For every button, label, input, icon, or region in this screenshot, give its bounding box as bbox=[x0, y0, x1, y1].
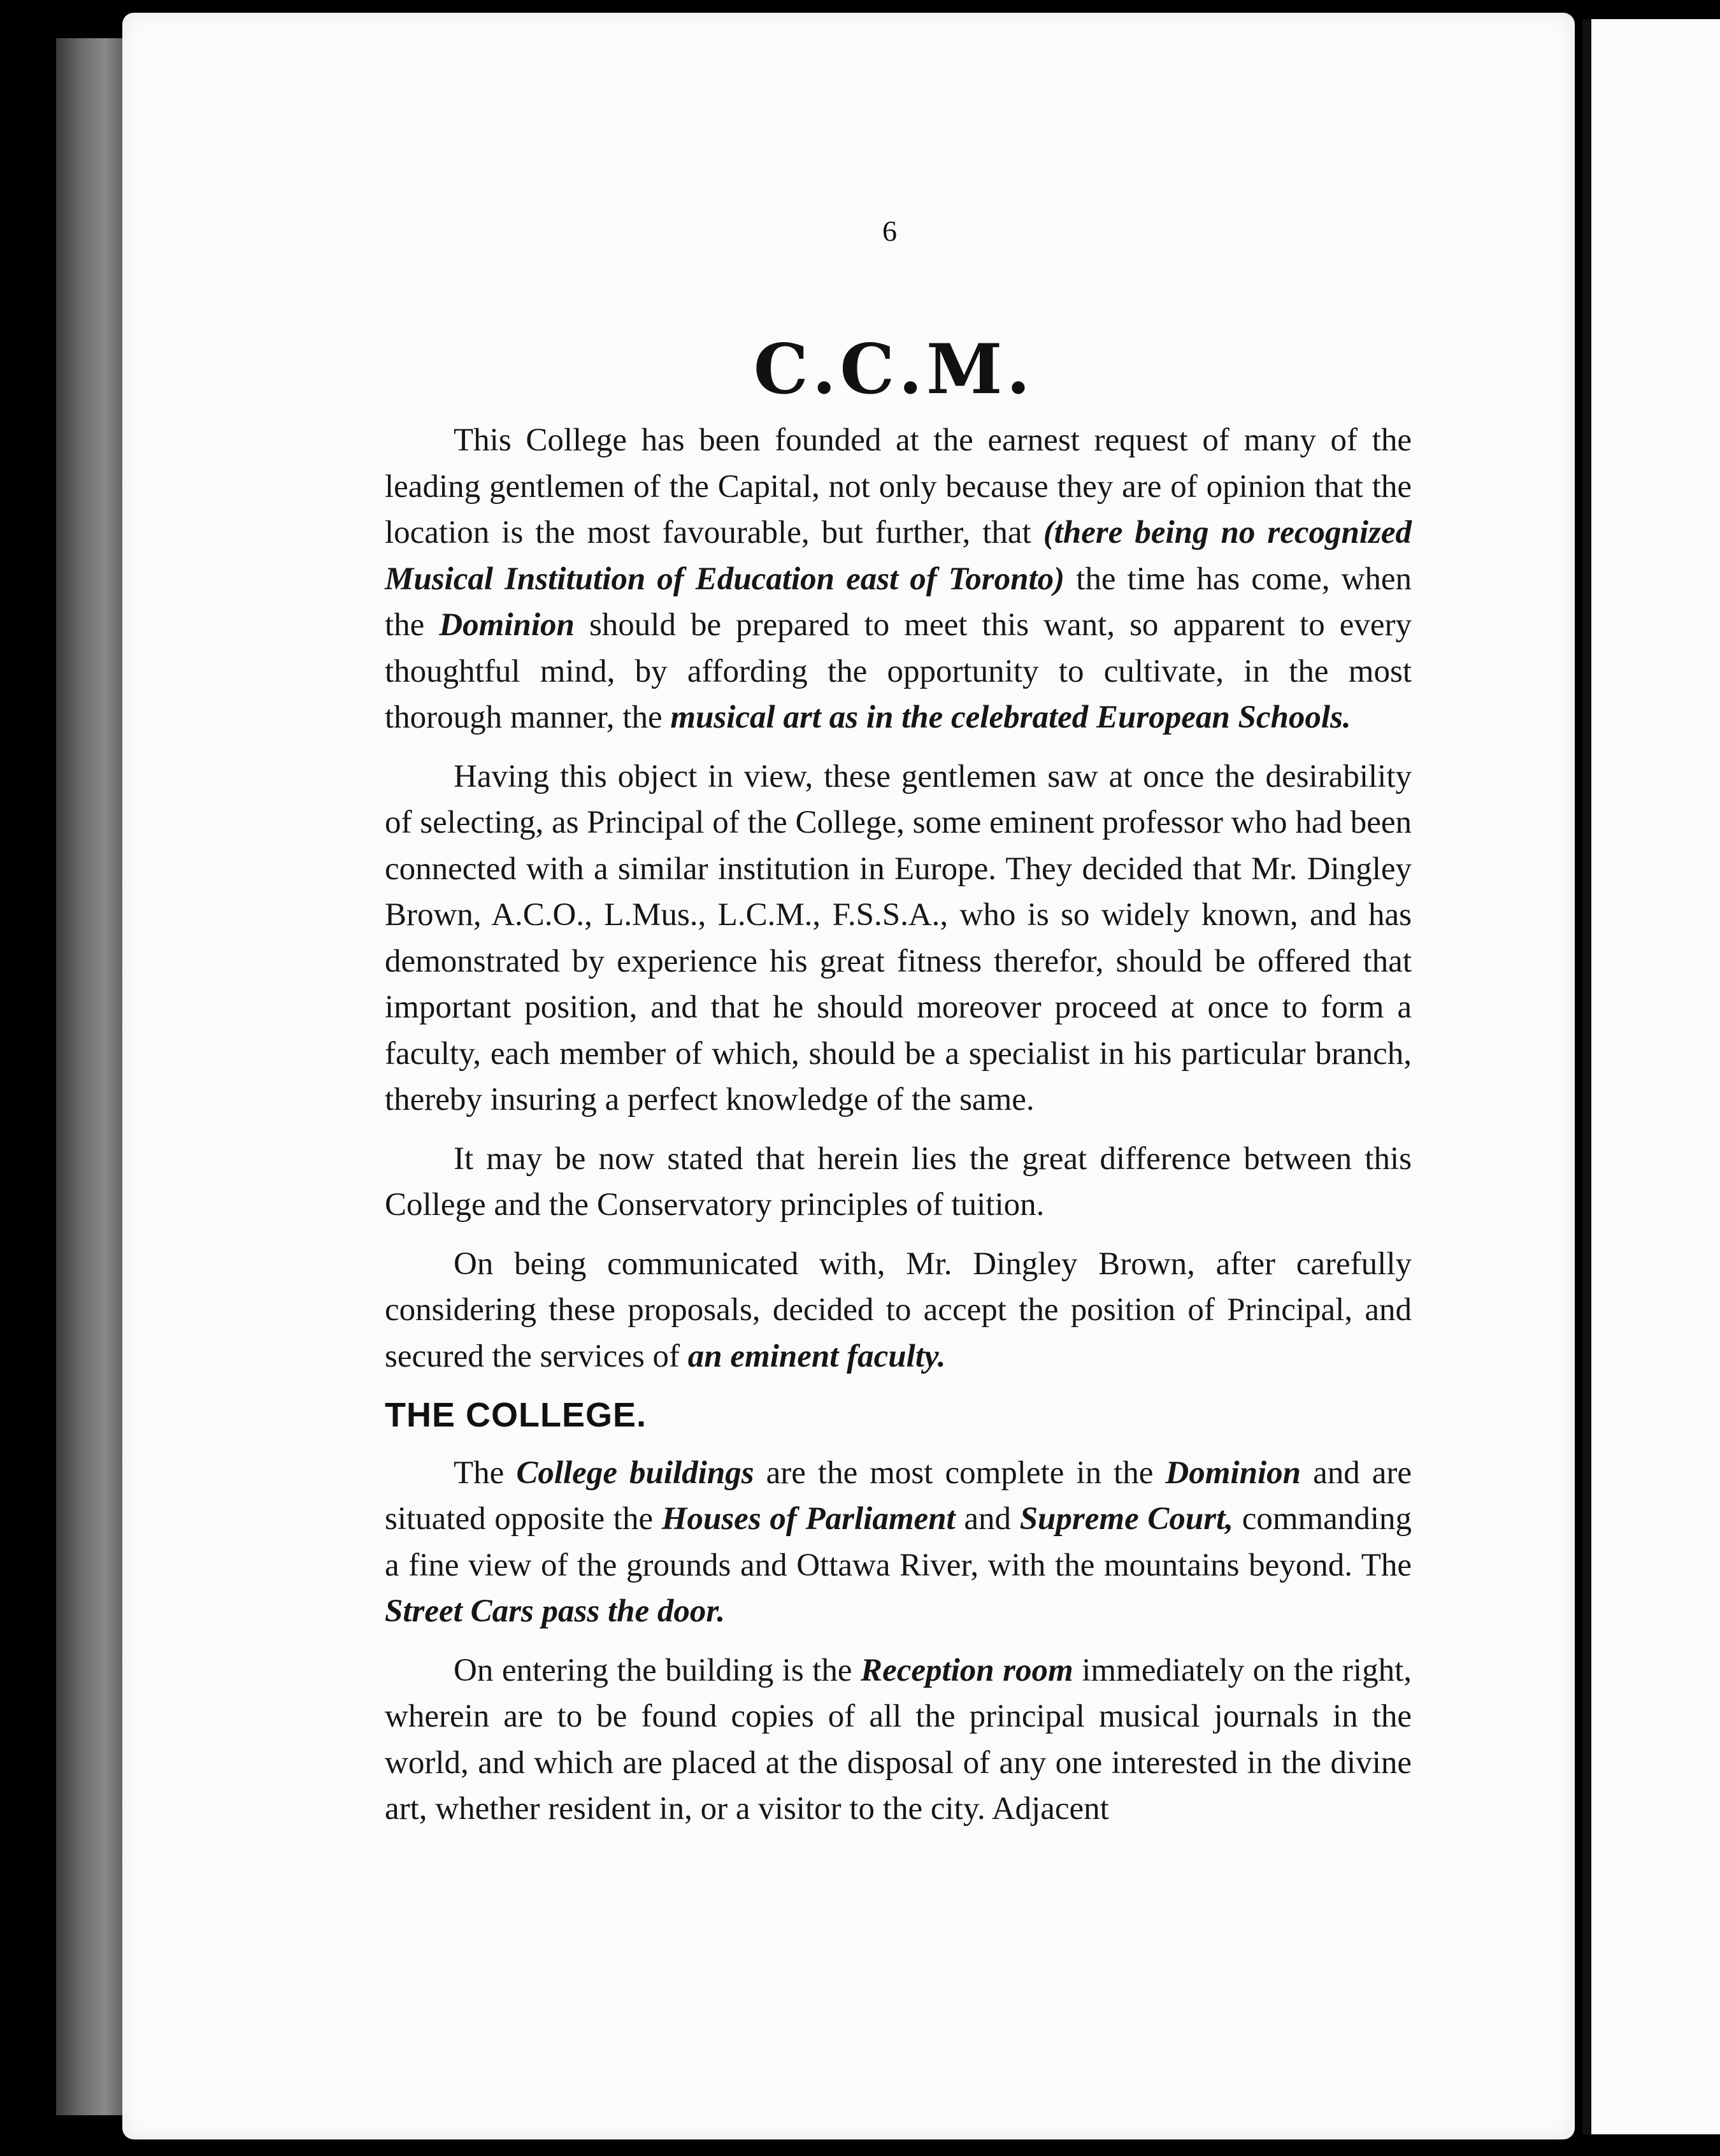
monogram-dot-1: . bbox=[812, 329, 836, 410]
section-introduction bbox=[385, 417, 1412, 1379]
text-run: On entering the building is the bbox=[454, 1652, 861, 1688]
paragraph bbox=[385, 1648, 1412, 1832]
italic-run: Supreme Court, bbox=[1019, 1501, 1234, 1537]
text-run: immediately on the right, wherein are to be found copies of all the principal musical journals in the world, and which are placed at the disposal of any one interested in the divine art, whether resident in, or a visitor to the city. Adjacent bbox=[385, 1652, 1412, 1827]
text-run: The bbox=[454, 1455, 517, 1491]
italic-run: College buildings bbox=[516, 1455, 754, 1491]
ccm-monogram bbox=[753, 328, 1031, 411]
monogram-dot-2: . bbox=[898, 329, 922, 410]
italic-run: an eminent faculty. bbox=[687, 1338, 946, 1374]
paragraph bbox=[385, 1136, 1412, 1228]
body-text bbox=[385, 417, 1412, 1845]
scan-left-edge bbox=[56, 38, 126, 2115]
monogram-letter-c1: C bbox=[753, 329, 808, 410]
text-run: are the most complete in the bbox=[754, 1455, 1166, 1491]
text-run: This College has been founded at the earnest request of many of the leading gentlemen of the Capital, not only because they are of opinion that the location is the most favourable, but further, that bbox=[385, 422, 1412, 550]
text-run: commanding a fine view of the grounds and Ottawa River, with the mountains beyond. The bbox=[385, 1501, 1412, 1583]
page-number: 6 bbox=[882, 215, 897, 247]
italic-run: (there being no recognized Musical Institution of Education east of Toronto) bbox=[385, 515, 1412, 597]
monogram-letter-m: M bbox=[926, 329, 1003, 410]
adjacent-page-edge bbox=[1591, 19, 1720, 2134]
paragraph bbox=[385, 417, 1412, 741]
section-heading: THE COLLEGE. bbox=[385, 1396, 647, 1434]
page-spine bbox=[1582, 19, 1591, 2134]
text-run: should be prepared to meet this want, so apparent to every thoughtful mind, by affording the opportunity to cultivate, in the most thorough manner, the bbox=[385, 607, 1412, 735]
italic-run: musical art as in the celebrated European Schools. bbox=[670, 700, 1351, 735]
monogram-dot-3: . bbox=[1006, 329, 1031, 410]
section-the-college bbox=[385, 1450, 1412, 1832]
paragraph bbox=[385, 1241, 1412, 1380]
monogram-letter-c2: C bbox=[840, 329, 895, 410]
text-run: and bbox=[955, 1501, 1020, 1537]
italic-run: Dominion bbox=[439, 607, 575, 643]
text-run: On being communicated with, Mr. Dingley Brown, after carefully considering these proposals, decided to accept the position of Principal, and secured the services of bbox=[385, 1246, 1412, 1374]
italic-run: Houses of Parliament bbox=[661, 1501, 956, 1537]
text-run: Having this object in view, these gentlemen saw at once the desirability of selecting, as Principal of the College, some eminent professor who had been connected with a similar institution in Europe. They decided that Mr. Dingley Brown, A.C.O., L.Mus., L.C.M., F.S.S.A., who is so widely known, and has demonstrated by experience his great fitness therefor, should be offered that important position, and that he should moreover proceed at once to form a faculty, each member of which, should be a specialist in his particular branch, thereby insuring a perfect knowledge of the same. bbox=[385, 758, 1412, 1118]
text-run: the time has come, when the bbox=[385, 561, 1412, 643]
paragraph bbox=[385, 754, 1412, 1123]
italic-run: Street Cars pass the door. bbox=[385, 1593, 726, 1629]
italic-run: Reception room bbox=[861, 1652, 1073, 1688]
text-run: It may be now stated that herein lies the great difference between this College and the Conservatory principles of tuition. bbox=[385, 1140, 1412, 1223]
paragraph bbox=[385, 1450, 1412, 1635]
text-run: and are situated opposite the bbox=[385, 1455, 1412, 1537]
italic-run: Dominion bbox=[1165, 1455, 1301, 1491]
